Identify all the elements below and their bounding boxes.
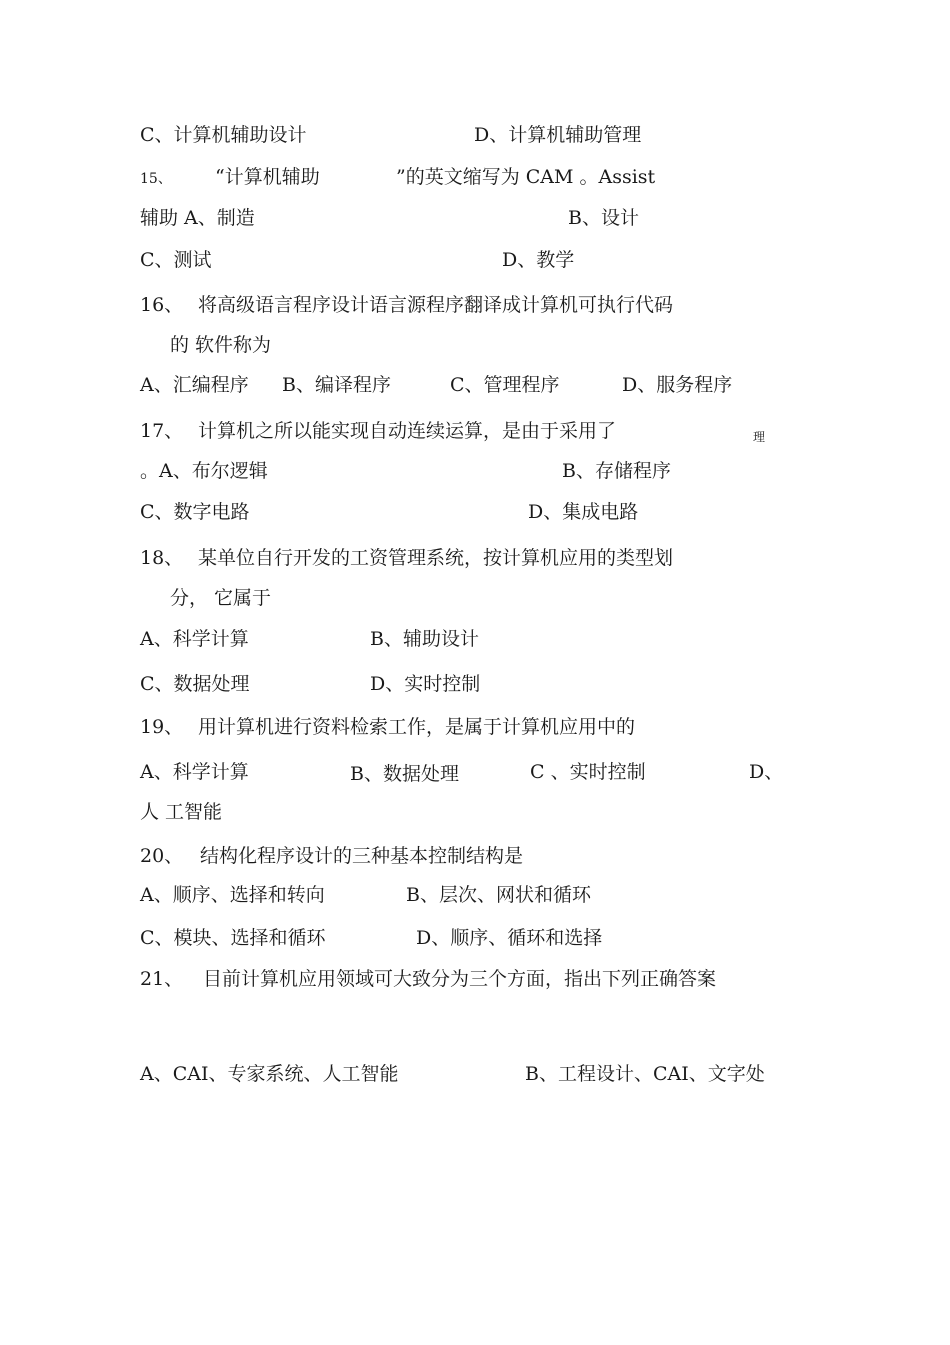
option-c: C、数据处理 xyxy=(140,673,250,695)
option-d: D、计算机辅助管理 xyxy=(474,124,642,146)
option-c: C、模块、选择和循环 xyxy=(140,927,326,949)
question-text: 用计算机进行资料检索工作，是属于计算机应用中的 xyxy=(198,716,636,738)
question-text: 某单位自行开发的工资管理系统，按计算机应用的类型划 xyxy=(198,547,674,569)
question-number: 18、 xyxy=(140,547,184,569)
option-a: 。A、布尔逻辑 xyxy=(140,460,268,482)
option-b: B、设计 xyxy=(568,207,639,229)
question-text: 目前计算机应用领域可大致分为三个方面，指出下列正确答案 xyxy=(203,968,717,990)
option-a: A、科学计算 xyxy=(140,761,249,783)
option-b: B、编译程序 xyxy=(282,374,391,396)
question-text: 将高级语言程序设计语言源程序翻译成计算机可执行代码 xyxy=(198,294,674,316)
option-c: C、测试 xyxy=(140,249,212,271)
option-a: A、CAI、专家系统、人工智能 xyxy=(140,1063,399,1085)
option-d: D、顺序、循环和选择 xyxy=(416,927,603,949)
question-number: 19、 xyxy=(140,716,184,738)
question-text: “计算机辅助 xyxy=(215,166,320,188)
option-d: D、教学 xyxy=(502,249,575,271)
option-a: A、科学计算 xyxy=(140,628,249,650)
option-a: A、顺序、选择和转向 xyxy=(140,884,325,906)
question-note: 理 xyxy=(753,430,766,444)
option-d: D、实时控制 xyxy=(370,673,481,695)
option-c: C、管理程序 xyxy=(450,374,560,396)
option-d: D、服务程序 xyxy=(622,374,733,396)
option-a: 辅助 A、制造 xyxy=(140,207,255,229)
question-number: 21、 xyxy=(140,968,184,990)
question-number: 20、 xyxy=(140,845,184,867)
option-a: A、汇编程序 xyxy=(140,374,249,396)
option-b: B、工程设计、CAI、文字处 xyxy=(525,1063,765,1085)
option-d: D、集成电路 xyxy=(528,501,639,523)
option-b: B、存储程序 xyxy=(562,460,671,482)
option-b: B、辅助设计 xyxy=(370,628,479,650)
question-number: 17、 xyxy=(140,420,184,442)
question-text: ”的英文缩写为 CAM 。Assist xyxy=(396,166,656,188)
option-c: C、数字电路 xyxy=(140,501,250,523)
option-d-continued: 人 工智能 xyxy=(140,801,223,823)
option-b: B、数据处理 xyxy=(350,763,459,785)
question-number: 16、 xyxy=(140,294,184,316)
question-text: 分， 它属于 xyxy=(170,587,272,609)
option-b: B、层次、网状和循环 xyxy=(406,884,591,906)
option-d: D、 xyxy=(749,761,784,783)
option-c: C、计算机辅助设计 xyxy=(140,124,307,146)
option-c: C 、实时控制 xyxy=(530,761,646,783)
question-text: 计算机之所以能实现自动连续运算，是由于采用了 xyxy=(198,420,617,442)
question-text: 结构化程序设计的三种基本控制结构是 xyxy=(200,845,524,867)
question-text: 的 软件称为 xyxy=(170,334,272,356)
question-number: 15、 xyxy=(140,171,172,187)
